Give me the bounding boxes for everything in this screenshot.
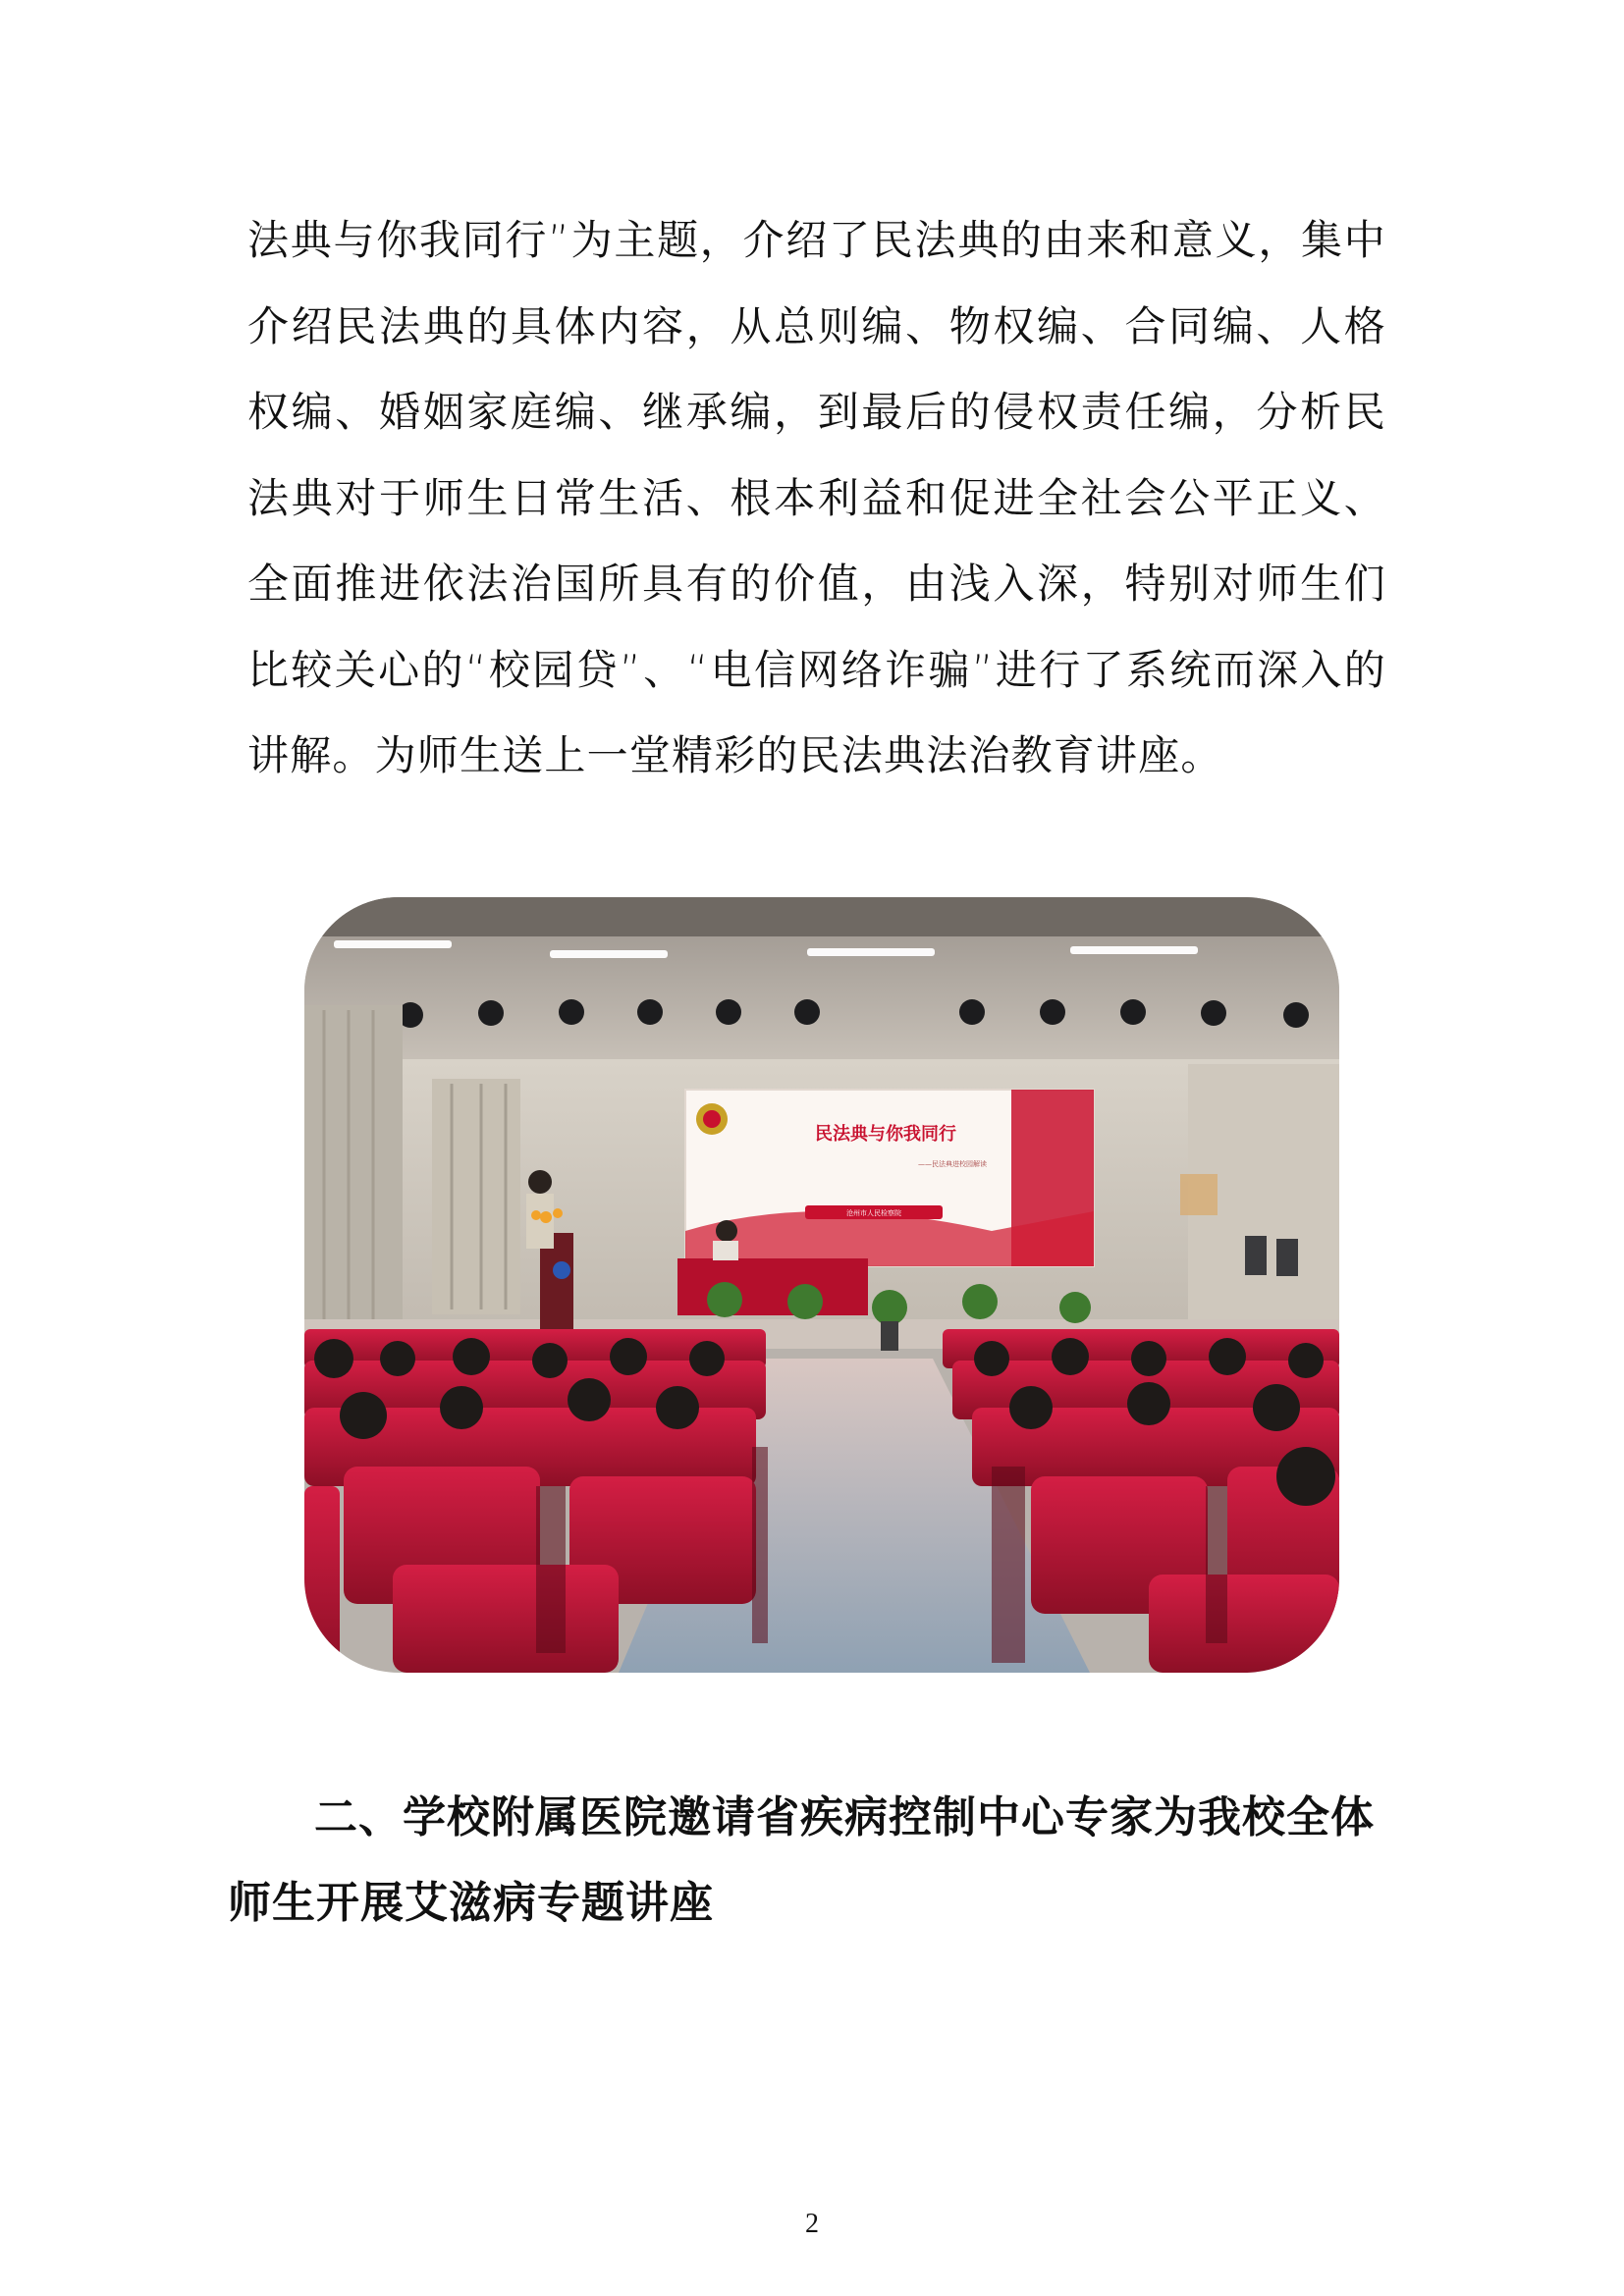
page-number: 2 <box>805 2209 819 2239</box>
body-paragraph: 法典与你我同行”为主题，介绍了民法典的由来和意义，集中介绍民法典的具体内容，从总则编、物权编、合同编、人格权编、婚姻家庭编、继承编，到最后的侵权责任编，分析民法典对于师生日常生活、根本利益和促进全社会公平正义、全面推进依法治国所具有的价值，由浅入深，特别对师生们比较关心的“校园贷”、“电信网络诈骗”进行了系统而深入的讲解。为师生送上一堂精彩的民法典法治教育讲座。 <box>247 216 1386 779</box>
screen-subtitle: ——民法典进校园解读 <box>918 1160 987 1168</box>
lecture-hall-photo <box>304 897 1339 1673</box>
screen-title: 民法典与你我同行 <box>815 1124 956 1145</box>
screen-banner: 沧州市人民检察院 <box>846 1209 901 1217</box>
section-heading: 二、学校附属医院邀请省疾病控制中心专家为我校全体师生开展艾滋病专题讲座 <box>228 1792 1375 1928</box>
